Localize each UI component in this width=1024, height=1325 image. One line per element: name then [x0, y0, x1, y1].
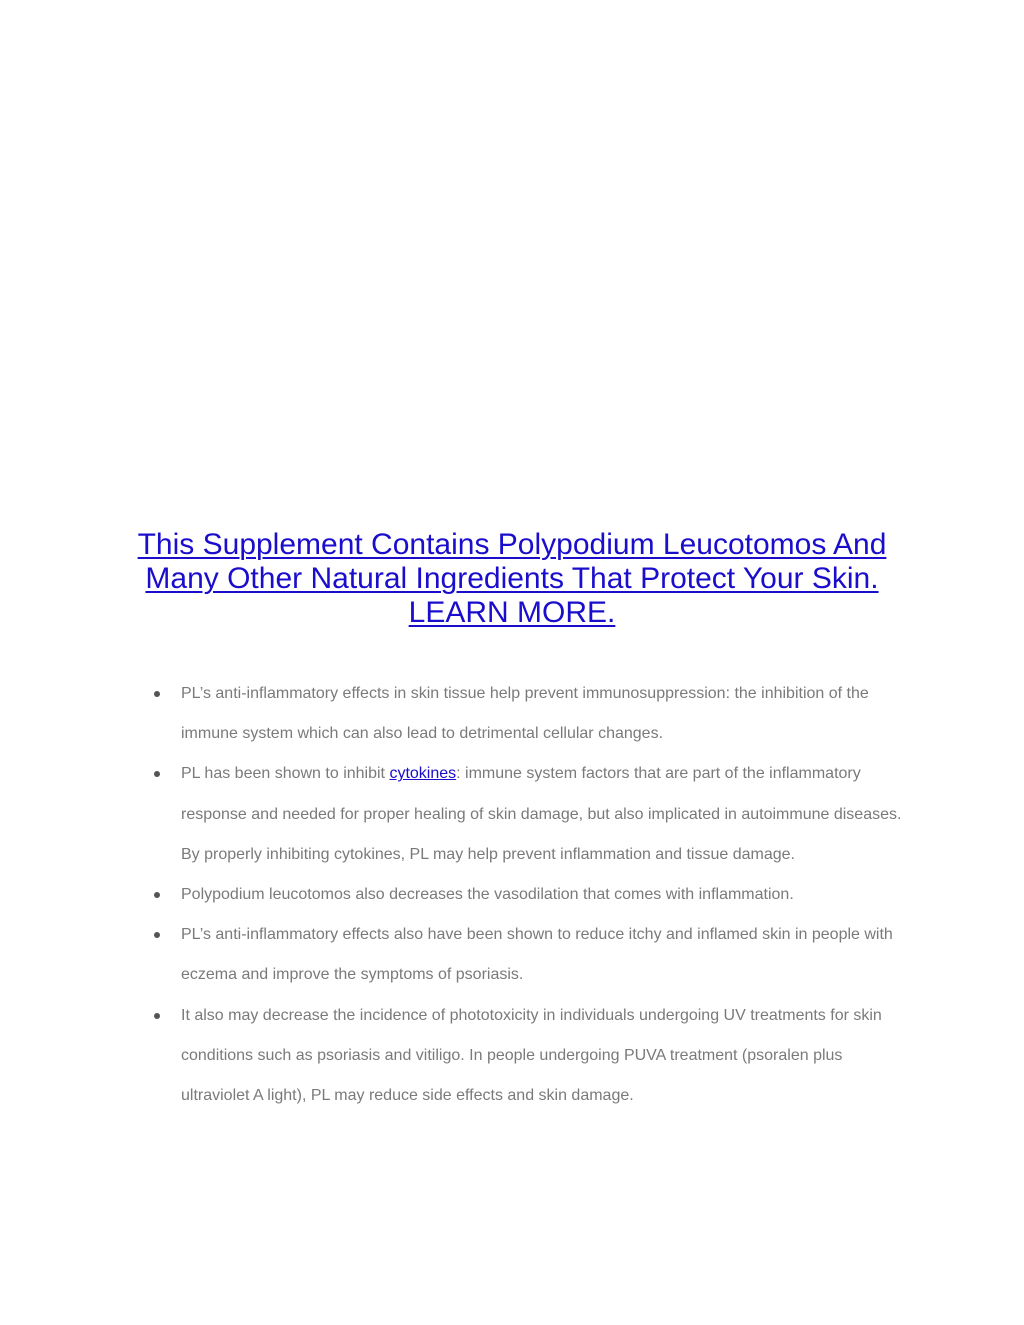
list-item-text-before: PL has been shown to inhibit	[181, 765, 390, 783]
bullet-list	[181, 674, 911, 1116]
list-item-text: PL’s anti-inflammatory effects in skin tissue help prevent immunosuppression: the inhibition of the immune system which can also lead to detrimental cellular changes.	[181, 685, 869, 743]
bullet-icon	[154, 892, 160, 898]
headline-link[interactable]	[138, 528, 887, 629]
headline	[100, 528, 924, 630]
list-item	[181, 674, 911, 754]
list-item-text-after: : immune system factors that are part of the inflammatory response and needed for proper healing of skin damage, but also implicated in autoimmune diseases. By properly inhibiting cytokines, PL may help prevent inflammation and tissue damage.	[181, 765, 902, 863]
list-item	[181, 915, 911, 995]
headline-line-2: Many Other Natural Ingredients That Protect Your Skin.	[145, 562, 879, 595]
list-item	[181, 754, 911, 875]
bullet-icon	[154, 771, 160, 777]
list-item-text: PL’s anti-inflammatory effects also have been shown to reduce itchy and inflamed skin in people with eczema and improve the symptoms of psoriasis.	[181, 926, 893, 984]
list-item-text: It also may decrease the incidence of phototoxicity in individuals undergoing UV treatments for skin conditions such as psoriasis and vitiligo. In people undergoing PUVA treatment (psoralen plus ultraviolet A light), PL may reduce side effects and skin damage.	[181, 1006, 882, 1105]
list-item	[181, 996, 911, 1117]
cytokines-link[interactable]: cytokines	[389, 765, 457, 783]
bullet-icon	[154, 1013, 160, 1019]
bullet-icon	[154, 691, 160, 697]
bullet-icon	[154, 932, 160, 938]
headline-line-1: This Supplement Contains Polypodium Leucotomos And	[137, 528, 887, 561]
list-item	[181, 875, 911, 915]
list-item-text: Polypodium leucotomos also decreases the vasodilation that comes with inflammation.	[181, 886, 794, 904]
headline-line-3: LEARN MORE.	[408, 596, 616, 629]
